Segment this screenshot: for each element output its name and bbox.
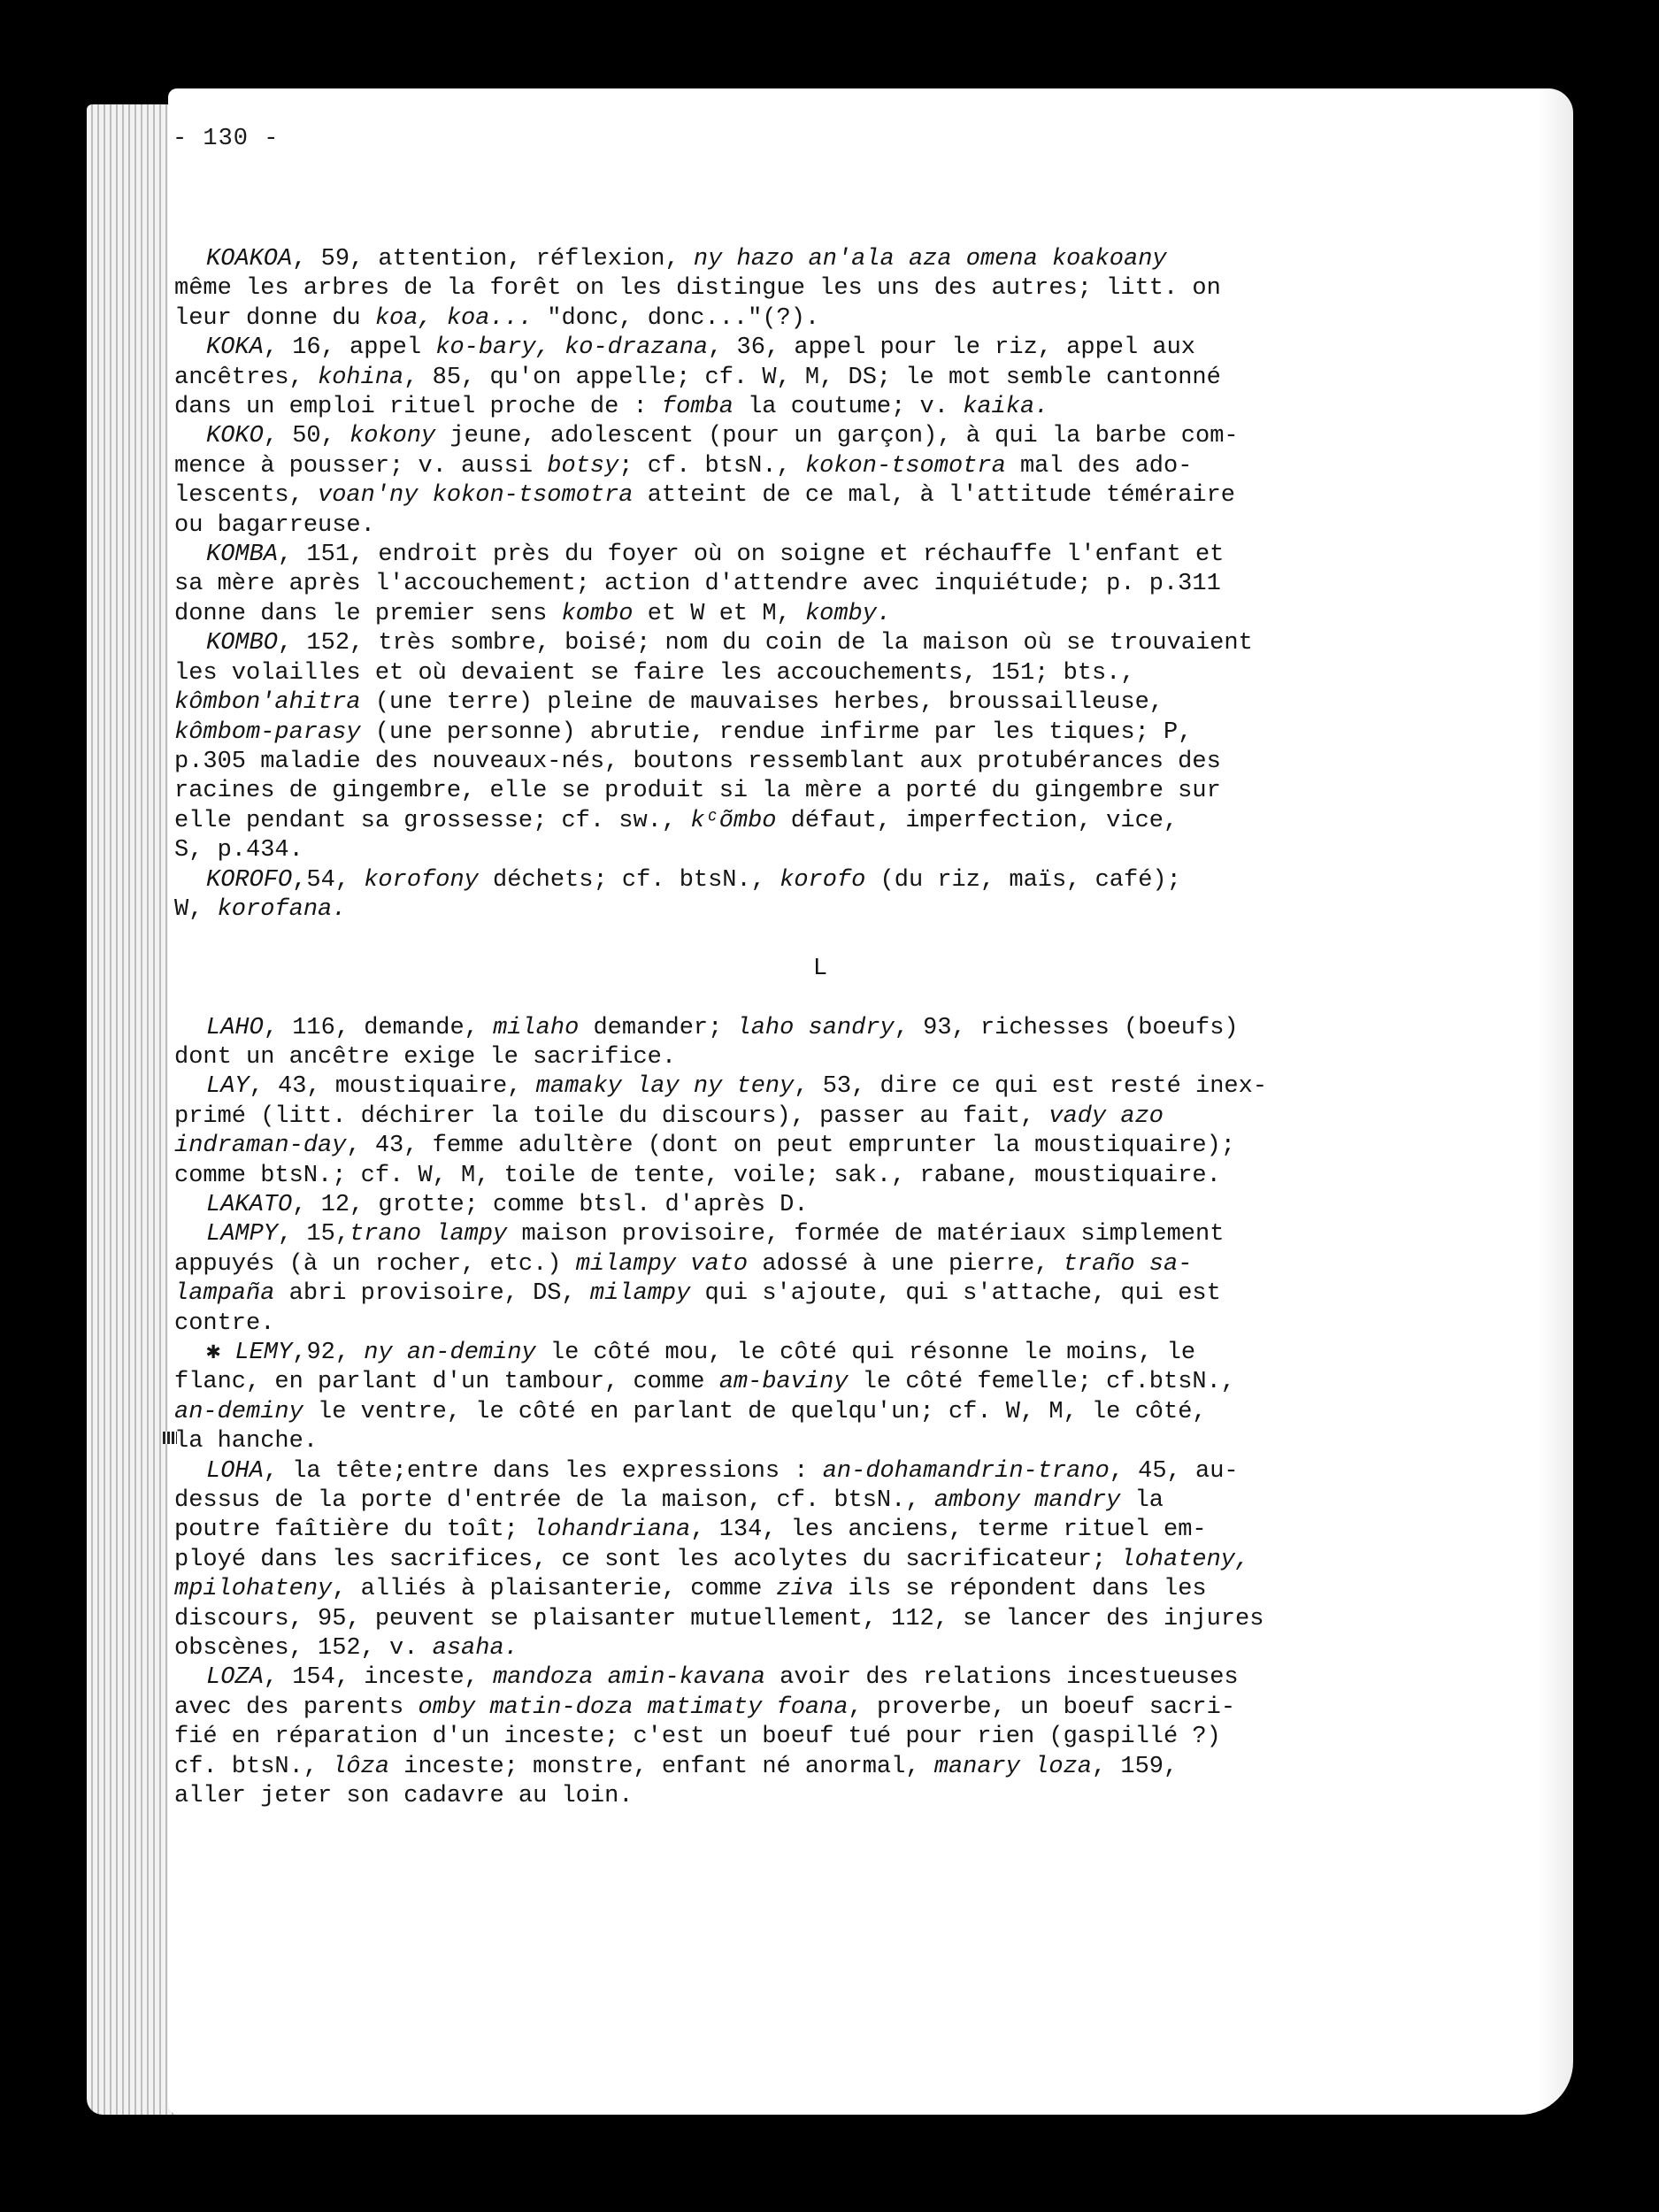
headword-komba: KOMBA bbox=[206, 541, 279, 569]
entry-komba-line-3: donne dans le premier sens kombo et W et M, komby. bbox=[174, 600, 892, 627]
entry-lampy-line-1: LAMPY, 15,trano lampy maison provisoire, formée de matériaux simplement bbox=[206, 1221, 1225, 1248]
headword-lemy: LEMY bbox=[234, 1340, 293, 1366]
entry-loza-line-2: avec des parents omby matin-doza matimaty foana, proverbe, un boeuf sacri- bbox=[174, 1694, 1236, 1721]
spacer bbox=[174, 925, 1431, 954]
entry-lemy-line-3: an-deminy le ventre, le côté en parlant de quelqu'un; cf. W, M, le côté, bbox=[174, 1398, 1207, 1425]
entry-koakoa-line-1: KOAKOA, 59, attention, réflexion, ny hazo an'ala aza omena koakoany bbox=[206, 246, 1167, 273]
entry-loha-line-4: ployé dans les sacrifices, ce sont les acolytes du sacrificateur; lohateny, bbox=[174, 1546, 1250, 1573]
entry-loha-line-6: discours, 95, peuvent se plaisanter mutuellement, 112, se lancer des injures bbox=[174, 1605, 1264, 1632]
entry-laho-line-2: dont un ancêtre exige le sacrifice. bbox=[174, 1043, 677, 1071]
entry-loha-line-3: poutre faîtière du toît; lohandriana, 134, les anciens, terme rituel em- bbox=[174, 1517, 1207, 1544]
entry-koko-line-2: mence à pousser; v. aussi botsy; cf. btsN., kokon-tsomotra mal des ado- bbox=[174, 452, 1193, 480]
headword-loha: LOHA bbox=[206, 1457, 264, 1485]
entry-lay-line-4: comme btsN.; cf. W, M, toile de tente, voile; sak., rabane, moustiquaire. bbox=[174, 1162, 1221, 1189]
headword-kombo: KOMBO bbox=[206, 630, 279, 657]
entry-kombo-line-4: kômbom-parasy (une personne) abrutie, rendue infirme par les tiques; P, bbox=[174, 718, 1193, 746]
entry-lay-line-2: primé (litt. déchirer la toile du discours), passer au fait, vady azo bbox=[174, 1102, 1164, 1130]
entry-lemy-line-2: flanc, en parlant d'un tambour, comme am-baviny le côté femelle; cf.btsN., bbox=[174, 1369, 1236, 1396]
headword-lampy: LAMPY bbox=[206, 1221, 279, 1248]
entry-korofo-line-2: W, korofana. bbox=[174, 895, 347, 923]
asterisk-mark: ✱ bbox=[206, 1340, 235, 1366]
entry-lampy-line-2: appuyés (à un rocher, etc.) milampy vato adossé à une pierre, traño sa- bbox=[174, 1250, 1193, 1278]
entry-koko-line-1: KOKO, 50, kokony jeune, adolescent (pour un garçon), à qui la barbe com- bbox=[206, 423, 1239, 450]
headword-koakoa: KOAKOA bbox=[206, 246, 293, 273]
entry-komba-line-1: KOMBA, 151, endroit près du foyer où on soigne et réchauffe l'enfant et bbox=[206, 541, 1225, 569]
headword-koko: KOKO bbox=[206, 423, 264, 450]
entry-kombo-line-6: racines de gingembre, elle se produit si la mère a porté du gingembre sur bbox=[174, 778, 1221, 805]
entry-loha-line-1: LOHA, la tête;entre dans les expressions : an-dohamandrin-trano, 45, au- bbox=[206, 1457, 1239, 1485]
entry-loza-line-5: aller jeter son cadavre au loin. bbox=[174, 1783, 634, 1810]
entry-loha-line-7: obscènes, 152, v. asaha. bbox=[174, 1635, 518, 1663]
entry-koka-line-1: KOKA, 16, appel ko-bary, ko-drazana, 36, appel pour le riz, appel aux bbox=[206, 334, 1195, 362]
entry-koakoa-line-2: même les arbres de la forêt on les distingue les uns des autres; litt. on bbox=[174, 275, 1221, 303]
entry-loza-line-4: cf. btsN., lôza inceste; monstre, enfant né anormal, manary loza, 159, bbox=[174, 1753, 1179, 1780]
headword-koka: KOKA bbox=[206, 334, 264, 362]
section-heading-l: L bbox=[812, 955, 828, 982]
headword-laho: LAHO bbox=[206, 1014, 264, 1041]
entry-kombo-line-1: KOMBO, 152, très sombre, boisé; nom du coin de la maison où se trouvaient bbox=[206, 630, 1253, 657]
entry-kombo-line-8: S, p.434. bbox=[174, 837, 303, 864]
entry-kombo-line-7: elle pendant sa grossesse; cf. sw., kᶜõmbo défaut, imperfection, vice, bbox=[174, 807, 1179, 834]
entry-komba-line-2: sa mère après l'accouchement; action d'attendre avec inquiétude; p. p.311 bbox=[174, 571, 1221, 598]
entry-koka-line-2: ancêtres, kohina, 85, qu'on appelle; cf. W, M, DS; le mot semble cantonné bbox=[174, 364, 1221, 391]
entry-kombo-line-2: les volailles et où devaient se faire les accouchements, 151; bts., bbox=[174, 659, 1135, 687]
entry-koko-line-4: ou bagarreuse. bbox=[174, 511, 375, 539]
headword-lakato: LAKATO bbox=[206, 1191, 293, 1218]
entry-lay-line-3: indraman-day, 43, femme adultère (dont on peut emprunter la moustiquaire); bbox=[174, 1133, 1236, 1160]
entry-lampy-line-3: lampaña abri provisoire, DS, milampy qui s'ajoute, qui s'attache, qui est bbox=[174, 1280, 1221, 1308]
entry-loza-line-1: LOZA, 154, inceste, mandoza amin-kavana avoir des relations incestueuses bbox=[206, 1664, 1239, 1692]
headword-korofo: KOROFO bbox=[206, 866, 293, 894]
entry-loza-line-3: fié en réparation d'un inceste; c'est un boeuf tué pour rien (gaspillé ?) bbox=[174, 1724, 1221, 1751]
entry-koko-line-3: lescents, voan'ny kokon-tsomotra atteint de ce mal, à l'attitude téméraire bbox=[174, 482, 1236, 510]
headword-lay: LAY bbox=[206, 1073, 250, 1101]
headword-loza: LOZA bbox=[206, 1664, 264, 1692]
entry-loha-line-5: mpilohateny, alliés à plaisanterie, comme ziva ils se répondent dans les bbox=[174, 1576, 1207, 1603]
entry-lakato-line-1: LAKATO, 12, grotte; comme btsl. d'après D. bbox=[206, 1191, 809, 1218]
spacer bbox=[174, 984, 1431, 1013]
dictionary-text bbox=[174, 245, 1431, 1812]
entry-lemy-line-4: la hanche. bbox=[174, 1428, 319, 1455]
entry-lemy-line-1: ✱ LEMY,92, ny an-deminy le côté mou, le côté qui résonne le moins, le bbox=[206, 1340, 1196, 1366]
entry-koakoa-line-3: leur donne du koa, koa... "donc, donc..."(?). bbox=[174, 304, 820, 332]
entry-korofo-line-1: KOROFO,54, korofony déchets; cf. btsN., korofo (du riz, maïs, café); bbox=[206, 866, 1181, 894]
entry-koka-line-3: dans un emploi rituel proche de : fomba la coutume; v. kaika. bbox=[174, 394, 1049, 421]
page-number: - 130 - bbox=[173, 126, 280, 152]
entry-kombo-line-3: kômbon'ahitra (une terre) pleine de mauvaises herbes, broussailleuse, bbox=[174, 689, 1164, 717]
entry-kombo-line-5: p.305 maladie des nouveaux-nés, boutons ressemblant aux protubérances des bbox=[174, 748, 1221, 775]
entry-lampy-line-4: contre. bbox=[174, 1310, 275, 1337]
entry-laho-line-1: LAHO, 116, demande, milaho demander; laho sandry, 93, richesses (boeufs) bbox=[206, 1014, 1239, 1041]
page-shadow bbox=[1538, 88, 1573, 2115]
entry-loha-line-2: dessus de la porte d'entrée de la maison, cf. btsN., ambony mandry la bbox=[174, 1487, 1164, 1515]
entry-lay-line-1: LAY, 43, moustiquaire, mamaky lay ny teny, 53, dire ce qui est resté inex- bbox=[206, 1073, 1268, 1101]
